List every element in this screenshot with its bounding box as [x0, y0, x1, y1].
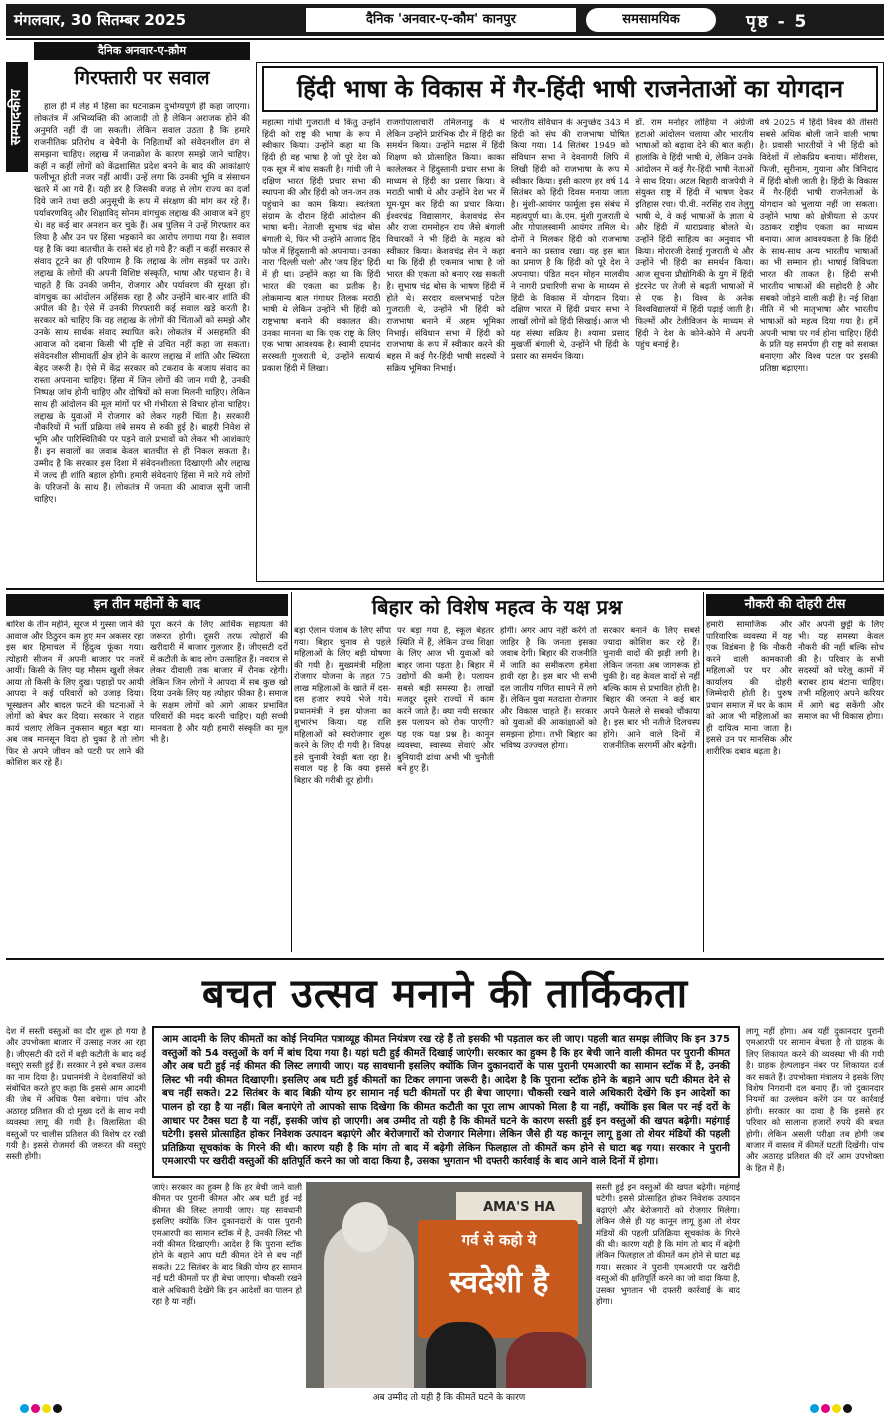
editorial-paragraph: हाल ही में लेह में हिंसा का घटनाक्रम दुर्भाग्यपूर्ण ही कहा जाएगा। लोकतंत्र में अभिव्यक्ति की आजादी तो है लेकिन अराजक होने की अनुमति नहीं दी जा सकती। लेकिन सवाल उठता है कि हमारे राजनीतिक प्रतिरोध व बेचैनी के निहितार्थों को संवेदनशील ढंग से समझना चाहिए। लद्दाख में जनाक्रोश के कारण समझे जाने चाहिए। कहीं न कहीं लोगों को केंद्रशासित प्रदेश बनने के बाद की आकांक्षाएं फलीभूत होती नजर नहीं आयीं। उन्हें लगा कि उनकी भूमि व संसाधन खतरे में आ गये हैं। यही डर है जिसकी वजह से लोग राज्य का दर्जा दिये जाने तथा छठी अनुसूची के रूप में संरक्षण की मांग कर रहे हैं। पर्यावरणविद् और शिक्षाविद् सोनम वांगचुक लद्दाख की आवाज बने हुए थे। वह कई बार अनशन कर चुके हैं। अब पुलिस ने उन्हें गिरफ्तार कर लिया है और उन पर हिंसा भड़काने का आरोप लगाया गया है। सवाल यह है कि क्या बातचीत के रास्ते बंद हो गये हैं? कहीं न कहीं सरकार से संवाद टूटने का ही परिणाम है कि लद्दाख के लोग सड़कों पर उतरे। लद्दाख के लोगों की अपनी विशिष्ट संस्कृति, भाषा और पहचान है। वे चाहते हैं कि उनकी जमीन, रोजगार और पर्यावरण की सुरक्षा हो। वांगचुक का आंदोलन अहिंसक रहा है और उन्होंने बार-बार शांति की अपील की है। ऐसे में उनकी गिरफ्तारी कई सवाल खड़े करती है। सरकार को चाहिए कि वह लद्दाख के लोगों की चिंताओं को समझे और उनके साथ सार्थक संवाद स्थापित करे। लोकतंत्र में असहमति की आवाज को दबाना किसी भी दृष्टि से उचित नहीं कहा जा सकता। संवेदनशील सीमावर्ती क्षेत्र होने के कारण लद्दाख में शांति और स्थिरता बेहद जरूरी है। ऐसे में केंद्र सरकार को टकराव के बजाय संवाद का रास्ता अपनाना चाहिए। हिंसा में जिन लोगों की जान गयी है, उनकी निष्पक्ष जांच होनी चाहिए और दोषियों को सजा मिलनी चाहिए। लेकिन साथ ही आंदोलन की मूल मांगों पर भी गंभीरता से विचार होना चाहिए। लद्दाख के युवाओं में रोजगार को लेकर गहरी चिंता है। सरकारी नौकरियों में भर्ती प्रक्रिया लंबे समय से रुकी हुई है। बाहरी निवेश से भूमि और पारिस्थितिकी पर पड़ने वाले प्रभावों को लेकर भी आशंकाएं हैं। इन सवालों का जवाब केवल बातचीत से ही निकल सकता है। उम्मीद है कि सरकार इस दिशा में संवेदनशीलता दिखाएगी और लद्दाख में जल्द ही शांति बहाल होगी। हमारी संवेदनाएं हिंसा में मारे गये लोगों के परिजनों के साथ हैं। लोकतंत्र में जनता की आवाज सुनी जानी चाहिए।: [34, 102, 250, 505]
article-column: देश में सस्ती वस्तुओं का दौर शुरू हो गया है और उपभोक्ता बाजार में उत्साह नजर आ रहा है। जीएसटी की दरों में बड़ी कटौती के बाद कई वस्तुएं सस्ती हुई हैं। सरकार ने इसे बचत उत्सव का नाम दिया है। प्रधानमंत्री ने देशवासियों को संबोधित करते हुए कहा कि इससे आम आदमी की जेब में अधिक पैसा बचेगा। पांच और अठारह प्रतिशत की दो मुख्य दरों के साथ नयी व्यवस्था लागू की गयी है। विलासिता की वस्तुओं पर चालीस प्रतिशत की विशेष दर रखी गयी है। इससे रोजमर्रा की जरूरत की वस्तुएं सस्ती होंगी।: [6, 1026, 146, 1162]
article-column: सरकार बनाने के लिए सबसे ज्यादा कोशिश कर रहे हैं। चुनावी वादों की झड़ी लगी है। लेकिन जनता अब जागरूक हो चुकी है। वह केवल वादों से नहीं बल्कि काम से प्रभावित होती है। बिहार की जनता ने कई बार अपने फैसले से सबको चौंकाया है। इस बार भी नतीजे दिलचस्प होंगे। आने वाले दिनों में राजनीतिक सरगर्मी और बढ़ेगी।: [603, 626, 700, 751]
editorial-body: [34, 102, 250, 578]
article-column: सस्ती हुई इन वस्तुओं की खपत बढ़ेगी। महंगाई घटेगी। इससे प्रोत्साहित होकर निवेशक उत्पादन बढ़ाएंगे और बेरोजगारों को रोजगार मिलेगा। लेकिन जैसे ही यह कानून लागू हुआ तो शेयर मंडियों की पहली प्रतिक्रिया सूचकांक के गिरने की थी। कारण यही है कि मांग तो बाद में बढ़ेगी लेकिन फिलहाल तो कीमतें कम होने से घाटा बढ़ गया। सरकार ने पुरानी एमआरपी पर खरीदी वस्तुओं की क्षतिपूर्ति करने का जो वादा किया है, उसका भुगतान भी दफ्तरी कार्रवाई के बाद होगा।: [596, 1182, 740, 1307]
bachat-far-right-column: [746, 1026, 884, 1402]
section-rule: [6, 958, 884, 960]
article-column: और अपनी छुट्टी के लिए भी। यह समस्या केवल नौकरी की नहीं बल्कि सोच की है। परिवार के सभी सदस्यों को घरेलू कामों में बराबर हाथ बंटाना चाहिए। तभी महिलाएं अपने करियर में आगे बढ़ सकेंगी और समाज का भी विकास होगा।: [798, 620, 884, 722]
photo-slogan-line1: गर्व से कहो ये: [461, 1231, 537, 1249]
bachat-highlight-box: आम आदमी के लिए कीमतों का कोई नियमित पत्राव्यूह कीमत नियंत्रण रख रहे हैं तो इसकी भी पड़ताल कर ली जाए। पहली बात समझ लीजिए कि इन 375 वस्तुओं को 54 वस्तुओं के वर्ग में बांध दिया गया है। यहां घटी हुई कीमतें दिखाई जाएंगी। सरकार का हुक्म है कि हर बेची जाने वाली कीमत पर पुरानी कीमत और अब घटी हुई नई कीमत की लिस्ट लगायी जाए। यह सावधानी इसलिए क्योंकि जिन दुकानदारों के पास पुरानी एमआरपी का सामान स्टॉक में है, उनकी लिस्ट भी नयी कीमत दिखाएगी। इसलिए अब घटी हुई कीमतों का टिकर लगाना जरूरी है। आदेश है कि पुराना स्टॉक होने के बहाने आप घटी कीमत देने से बच नहीं सकते। 22 सितंबर के बाद बिक्री योग्य हर सामान नई घटी कीमतों पर ही बेचा जाएगा। चौकसी रखने वाले अधिकारी देखेंगे कि इन आदेशों का पालन हो रहा है या नहीं। बिल बनाएंगे तो आपको साफ दिखेगा कि कीमत कटौती का पूरा लाभ आपको मिला है या नहीं, क्योंकि इस बिल पर नई दरों के आधार पर टैक्स घटा है या नहीं, इसकी जांच हो जाएगी। अब उम्मीद तो यही है कि कीमतें घटने के कारण सस्ती हुई इन वस्तुओं की खपत बढ़ेगी। महंगाई घटेगी। इससे प्रोत्साहित होकर निवेशक उत्पादन बढ़ाएंगे और बेरोजगारों को रोजगार मिलेगा। लेकिन जैसे ही यह कानून लागू हुआ तो शेयर मंडियों की पहली प्रतिक्रिया सूचकांक के गिरने की थी। कारण यही है कि मांग तो बाद में बढ़ेगी लेकिन फिलहाल तो कीमतें कम होने से घाटा बढ़ गया। सरकार ने पुरानी एमआरपी पर खरीदी वस्तुओं की क्षतिपूर्ति करने का जो वादा किया है, उसका भुगतान भी दफ्तरी कार्रवाई के बाद आने वाले दिनों में होगा।: [152, 1026, 740, 1178]
lead-column: भारतीय संविधान के अनुच्छेद 343 में हिंदी को संघ की राजभाषा घोषित किया गया। 14 सितंबर 1949 को संविधान सभा ने देवनागरी लिपि में लिखी हिंदी को राजभाषा के रूप में स्वीकार किया। इसी कारण हर वर्ष 14 सितंबर को हिंदी दिवस मनाया जाता है। मुंशी-आयंगर फार्मूला इस संबंध में महत्वपूर्ण था। के.एम. मुंशी गुजराती थे और गोपालस्वामी आयंगर तमिल थे। दोनों ने मिलकर हिंदी को राजभाषा बनाने का प्रस्ताव रखा। यह इस बात का प्रमाण है कि हिंदी को पूरे देश ने अपनाया। पंडित मदन मोहन मालवीय ने नागरी प्रचारिणी सभा के माध्यम से हिंदी के विकास में योगदान दिया। दक्षिण भारत में हिंदी प्रचार सभा ने लाखों लोगों को हिंदी सिखाई। आज भी यह संस्था सक्रिय है। श्यामा प्रसाद मुखर्जी बंगाली थे, उन्होंने भी हिंदी के प्रसार का समर्थन किया।: [510, 118, 630, 363]
article-column: जाएं। सरकार का हुक्म है कि हर बेची जाने वाली कीमत पर पुरानी कीमत और अब घटी हुई नई कीमत की लिस्ट लगायी जाए। यह सावधानी इसलिए क्योंकि जिन दुकानदारों के पास पुरानी एमआरपी का सामान स्टॉक में है, उनकी लिस्ट भी नयी कीमत दिखाएगी। आदेश है कि पुराना स्टॉक होने के बहाने आप घटी कीमत देने से बच नहीं सकते। 22 सितंबर के बाद बिक्री योग्य हर सामान नई घटी कीमतों पर ही बेचा जाएगा। चौकसी रखने वाले अधिकारी देखेंगे कि इन आदेशों का पालन हो रहा है या नहीं।: [152, 1182, 302, 1307]
registration-marks: [810, 1404, 852, 1413]
bachat-left-column: [6, 1026, 146, 1402]
three-months-article: [6, 620, 288, 952]
article-column: बारिश के तीन महीने, सूरज में गुस्सा जाने की आवाज और ठिठुरन कम हुए मन अकसर रहा इस बार हिमाचल में हिंदुत्व फूंका गया। त्योहारी सीजन में अपनी बाजार पर नजरें आयीं। किसी के लिए यह मौसम खुशी लेकर आया तो किसी के लिए दुख। पहाड़ों पर आयी आपदा ने कई परिवारों को उजाड़ दिया। भूस्खलन और बादल फटने की घटनाओं ने लोगों को बेघर कर दिया। सरकार ने राहत कार्य चलाए लेकिन नुकसान बहुत बड़ा था। अब जब मानसून विदा हो चुका है तो लोग फिर से अपने जीवन को पटरी पर लाने की कोशिश कर रहे हैं।: [6, 620, 144, 768]
article-column: हमारी सामाजिक और पारिवारिक व्यवस्था में यह एक विडंबना है कि नौकरी करने वाली कामकाजी महिलाओं पर घर और कार्यालय की दोहरी जिम्मेदारी होती है। पुरुष प्रधान समाज में घर के काम को आज भी महिलाओं का ही दायित्व माना जाता है। इससे उन पर मानसिक और शारीरिक दबाव बढ़ता है।: [706, 620, 792, 757]
section-name: समसामयिक: [586, 8, 716, 32]
job-headline: नौकरी की दोहरी टीस: [706, 594, 884, 616]
photo-slogan-line2: स्वदेशी है: [449, 1265, 549, 1300]
masthead: [6, 4, 884, 36]
issue-date: मंगलवार, 30 सितम्बर 2025: [14, 11, 187, 29]
column-divider: [291, 592, 292, 952]
column-divider: [703, 592, 704, 952]
editorial-label: दैनिक अनवार-ए-क़ौम: [34, 42, 250, 60]
bihar-headline: बिहार को विशेष महत्व के यक्ष प्रश्न: [371, 595, 623, 619]
photo-person: [506, 1332, 586, 1388]
article-column: बड़ा ऐलान पंजाब के लिए सौंपा गया। बिहार चुनाव से पहले महिलाओं के लिए बड़ी घोषणा की गयी है। मुख्यमंत्री महिला रोजगार योजना के तहत 75 लाख महिलाओं के खाते में दस-दस हजार रुपये भेजे गये। प्रधानमंत्री ने इस योजना का शुभारंभ किया। यह राशि महिलाओं को स्वरोजगार शुरू करने के लिए दी गयी है। विपक्ष इसे चुनावी रेवड़ी बता रहा है। सवाल यह है कि क्या इससे बिहार की गरीबी दूर होगी।: [294, 626, 391, 786]
bihar-article: [294, 626, 700, 952]
three-months-headline: इन तीन महीनों के बाद: [6, 594, 288, 616]
photo-caption: अब उम्मीद तो यही है कि कीमतें घटने के कारण: [372, 1393, 526, 1403]
article-column: लागू नहीं होगा। अब यहीं दुकानदार पुरानी एमआरपी पर सामान बेचता है तो ग्राहक के लिए शिकायत करने की व्यवस्था भी की गयी है। ग्राहक हेल्पलाइन नंबर पर शिकायत दर्ज कर सकते हैं। उपभोक्ता मंत्रालय ने इसके लिए विशेष निगरानी दल बनाए हैं। जो दुकानदार नियमों का उल्लंघन करेंगे उन पर कार्रवाई होगी। सरकार का दावा है कि इससे हर परिवार को सालाना हजारों रुपये की बचत होगी। लेकिन असली परीक्षा तब होगी जब बाजार में वास्तव में कीमतें घटती दिखेंगी। पांच और अठारह प्रतिशत की दरें आम उपभोक्ता के हित में हैं।: [746, 1026, 884, 1173]
photo-person: [426, 1322, 496, 1388]
bachat-headline: बचत उत्सव मनाने की तार्किकता: [201, 971, 689, 1017]
article-column: होगी। अगर आप नहीं करेंगे तो जाहिर है कि जनता इसका जवाब देगी। बिहार की राजनीति में जाति का समीकरण हमेशा हावी रहा है। इस बार भी सभी दल जातीय गणित साधने में लगे हैं। लेकिन युवा मतदाता रोजगार और विकास चाहते हैं। सरकार को युवाओं की आकांक्षाओं को समझना होगा। तभी बिहार का भविष्य उज्ज्वल होगा।: [500, 626, 597, 751]
lead-headline: हिंदी भाषा के विकास में गैर-हिंदी भाषी राजनेताओं का योगदान: [262, 66, 878, 112]
bachat-mid-column: [152, 1182, 302, 1402]
paper-name: दैनिक 'अनवार-ए-कौम' कानपुर: [306, 8, 576, 32]
photo-sign-text: AMA'S HA: [456, 1192, 582, 1224]
lead-column: महात्मा गांधी गुजराती थे किंतु उन्होंने हिंदी को राष्ट्र की भाषा के रूप में स्वीकार किया। उन्होंने कहा था कि हिंदी ही वह भाषा है जो पूरे देश को एक सूत्र में बांध सकती है। गांधी जी ने दक्षिण भारत हिंदी प्रचार सभा की स्थापना की और हिंदी को जन-जन तक पहुंचाने का काम किया। स्वतंत्रता संग्राम के दौरान हिंदी आंदोलन की भाषा बनी। नेताजी सुभाष चंद्र बोस बंगाली थे, फिर भी उन्होंने आजाद हिंद फौज में हिंदुस्तानी को अपनाया। उनका नारा 'दिल्ली चलो' और 'जय हिंद' हिंदी में ही था। उन्होंने कहा था कि हिंदी भारत की एकता का प्रतीक है। लोकमान्य बाल गंगाधर तिलक मराठी भाषी थे लेकिन उन्होंने भी हिंदी को राष्ट्रभाषा बनाने की वकालत की। उनका मानना था कि एक राष्ट्र के लिए एक भाषा आवश्यक है। स्वामी दयानंद सरस्वती गुजराती थे, उन्होंने सत्यार्थ प्रकाश हिंदी में लिखा।: [262, 118, 381, 374]
registration-marks: [20, 1404, 62, 1413]
article-column: पूरा करने के लिए आर्थिक सहायता की जरूरत होगी। दूसरी तरफ त्योहारों की खरीदारी में बाजार गुलजार हैं। जीएसटी दरों में कटौती के बाद लोग उत्साहित हैं। नवरात्र से लेकर दीवाली तक बाजार में रौनक रहेगी। लेकिन जिन लोगों ने आपदा में सब कुछ खो दिया उनके लिए यह त्योहार फीका है। समाज के सक्षम लोगों को आगे आकर प्रभावित परिवारों की मदद करनी चाहिए। यही सच्ची मानवता है और यही हमारी संस्कृति का मूल भी है।: [150, 620, 288, 745]
masthead-rule: [6, 38, 884, 40]
news-photo: [306, 1182, 592, 1388]
page-number: पृष्ठ - 5: [746, 11, 809, 32]
lead-article-body: [262, 118, 878, 578]
lead-column: राजगोपालाचारी तमिलनाडु के थे लेकिन उन्होंने प्रारंभिक दौर में हिंदी का समर्थन किया। उन्होंने मद्रास में हिंदी शिक्षण को प्रोत्साहित किया। काका कालेलकर ने हिंदुस्तानी प्रचार सभा के माध्यम से हिंदी का प्रसार किया। वे मराठी भाषी थे और उन्होंने देश भर में घूम-घूम कर हिंदी का प्रचार किया। ईश्वरचंद्र विद्यासागर, केशवचंद्र सेन और राजा राममोहन राय जैसे बंगाली विचारकों ने भी हिंदी के महत्व को स्वीकार किया। केशवचंद्र सेन ने कहा था कि हिंदी ही एकमात्र भाषा है जो भारत की एकता को बनाए रख सकती है। सुभाष चंद्र बोस के भाषण हिंदी में होते थे। सरदार वल्लभभाई पटेल गुजराती थे, उन्होंने भी हिंदी को राजभाषा बनाने में अहम भूमिका निभाई। संविधान सभा में हिंदी को राजभाषा के रूप में स्वीकार करने की बहस में कई गैर-हिंदी भाषी सदस्यों ने सक्रिय भूमिका निभाई।: [386, 118, 505, 374]
editorial-title: गिरफ्तारी पर सवाल: [74, 67, 210, 89]
lead-column: डॉ. राम मनोहर लोहिया ने अंग्रेजी हटाओ आंदोलन चलाया और भारतीय भाषाओं को बढ़ावा देने की बात कही। हालांकि वे हिंदी भाषी थे, लेकिन उनके आंदोलन में कई गैर-हिंदी भाषी नेताओं ने साथ दिया। अटल बिहारी वाजपेयी ने संयुक्त राष्ट्र में हिंदी में भाषण देकर इतिहास रचा। पी.वी. नरसिंह राव तेलुगु भाषी थे, वे कई भाषाओं के ज्ञाता थे और हिंदी में धाराप्रवाह बोलते थे। उन्होंने हिंदी साहित्य का अनुवाद भी किया। मोरारजी देसाई गुजराती थे और उन्होंने भी हिंदी का समर्थन किया। आज सूचना प्रौद्योगिकी के युग में हिंदी इंटरनेट पर तेजी से बढ़ती भाषाओं में से एक है। विश्व के अनेक विश्वविद्यालयों में हिंदी पढ़ाई जाती है। फिल्मों और टेलीविजन के माध्यम से हिंदी ने देश के कोने-कोने में अपनी पहुंच बनाई है।: [635, 118, 754, 351]
editorial-vertical-label: सम्पादकीय: [6, 62, 28, 172]
section-rule: [6, 588, 884, 590]
photo-person-head: [342, 1202, 388, 1252]
bachat-right-column: [596, 1182, 740, 1402]
editorial: [6, 42, 250, 582]
article-column: पर बड़ा गया है, स्कूल बेहतर स्थिति में हैं, लेकिन उच्च शिक्षा के लिए आज भी युवाओं को बाहर जाना पड़ता है। बिहार में उद्योगों की कमी है। पलायन सबसे बड़ी समस्या है। लाखों मजदूर दूसरे राज्यों में काम करने जाते हैं। क्या नयी सरकार इस पलायन को रोक पाएगी? यह एक यक्ष प्रश्न है। कानून व्यवस्था, स्वास्थ्य सेवाएं और बुनियादी ढांचा अभी भी चुनौती बने हुए हैं।: [397, 626, 494, 774]
job-article: [706, 620, 884, 952]
lead-column: वर्ष 2025 में हिंदी विश्व की तीसरी सबसे अधिक बोली जाने वाली भाषा है। प्रवासी भारतीयों ने भी हिंदी को विदेशों में लोकप्रिय बनाया। मॉरीशस, फिजी, सूरीनाम, गुयाना और त्रिनिदाद में हिंदी बोली जाती है। हिंदी के विकास में गैर-हिंदी भाषी राजनेताओं के योगदान को भुलाया नहीं जा सकता। उन्होंने भाषा को क्षेत्रीयता से ऊपर उठाकर राष्ट्रीय एकता का माध्यम बनाया। आज आवश्यकता है कि हिंदी के साथ-साथ अन्य भारतीय भाषाओं का भी सम्मान हो। भाषाई विविधता भारत की ताकत है। हिंदी सभी भारतीय भाषाओं की सहोदरी है और सबको जोड़ने वाली कड़ी है। नई शिक्षा नीति में भी मातृभाषा और भारतीय भाषाओं को महत्व दिया गया है। हमें अपनी भाषा पर गर्व होना चाहिए। हिंदी के प्रति यह समर्पण ही राष्ट्र को सशक्त बनाएगा और विश्व पटल पर इसकी प्रतिष्ठा बढ़ाएगा।: [759, 118, 878, 374]
